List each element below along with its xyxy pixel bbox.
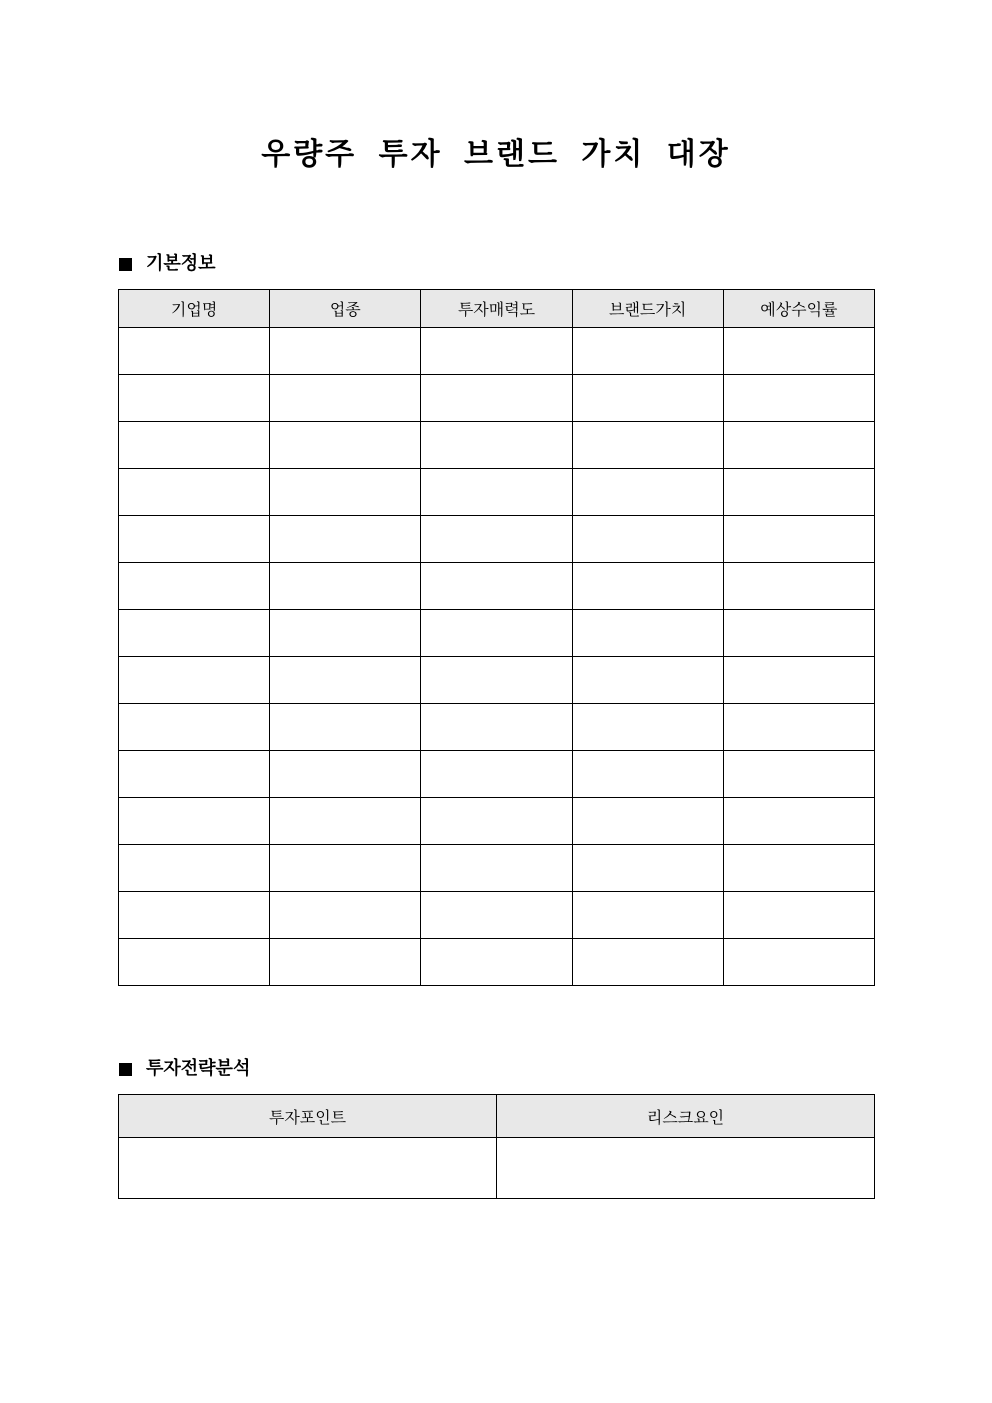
table-cell[interactable] [723,516,874,563]
table-row [119,751,875,798]
table-cell[interactable] [572,375,723,422]
table-cell[interactable] [270,845,421,892]
table-cell[interactable] [270,657,421,704]
table-cell[interactable] [723,375,874,422]
table-cell[interactable] [723,704,874,751]
table-cell[interactable] [723,845,874,892]
column-header: 업종 [270,290,421,328]
table-cell[interactable] [723,422,874,469]
column-header: 투자매력도 [421,290,572,328]
strategy-table [118,1094,875,1199]
table-header-row [119,1095,875,1138]
table-cell[interactable] [421,798,572,845]
table-cell[interactable] [572,469,723,516]
section-heading-basic-info [119,252,216,276]
column-header: 투자포인트 [119,1095,497,1138]
table-cell[interactable] [270,939,421,986]
table-cell[interactable] [270,704,421,751]
table-cell[interactable] [270,610,421,657]
table-cell[interactable] [572,657,723,704]
table-cell[interactable] [421,845,572,892]
table-cell[interactable] [119,1138,497,1199]
section-heading-strategy [119,1057,250,1081]
table-row [119,798,875,845]
table-cell[interactable] [421,563,572,610]
table-cell[interactable] [270,751,421,798]
table-row [119,469,875,516]
table-cell[interactable] [119,751,270,798]
table-cell[interactable] [572,939,723,986]
table-header-row [119,290,875,328]
table-cell[interactable] [421,892,572,939]
table-cell[interactable] [572,845,723,892]
column-header: 기업명 [119,290,270,328]
table-cell[interactable] [723,469,874,516]
table-cell[interactable] [119,939,270,986]
table-cell[interactable] [421,610,572,657]
table-cell[interactable] [723,751,874,798]
table-cell[interactable] [723,892,874,939]
square-bullet-icon [119,1063,132,1076]
table-cell[interactable] [421,328,572,375]
table-cell[interactable] [421,516,572,563]
table-row [119,892,875,939]
table-cell[interactable] [270,798,421,845]
table-cell[interactable] [119,422,270,469]
column-header: 브랜드가치 [572,290,723,328]
table-cell[interactable] [421,939,572,986]
table-row [119,1138,875,1199]
table-cell[interactable] [421,657,572,704]
table-cell[interactable] [421,422,572,469]
table-cell[interactable] [270,563,421,610]
table-cell[interactable] [421,751,572,798]
table-cell[interactable] [572,751,723,798]
table-cell[interactable] [497,1138,875,1199]
table-cell[interactable] [270,892,421,939]
table-row [119,422,875,469]
table-cell[interactable] [270,422,421,469]
table-cell[interactable] [421,375,572,422]
table-cell[interactable] [119,657,270,704]
table-cell[interactable] [572,892,723,939]
table-cell[interactable] [572,704,723,751]
table-row [119,704,875,751]
table-cell[interactable] [119,610,270,657]
table-cell[interactable] [572,328,723,375]
table-cell[interactable] [119,516,270,563]
table-row [119,328,875,375]
table-cell[interactable] [723,563,874,610]
table-cell[interactable] [572,422,723,469]
table-row [119,939,875,986]
table-cell[interactable] [119,563,270,610]
document-title: 우량주 투자 브랜드 가치 대장 [261,137,731,172]
table-cell[interactable] [723,798,874,845]
table-cell[interactable] [119,798,270,845]
basic-info-table [118,289,875,986]
table-row [119,610,875,657]
table-row [119,657,875,704]
table-cell[interactable] [119,328,270,375]
table-row [119,375,875,422]
table-cell[interactable] [723,657,874,704]
table-cell[interactable] [270,375,421,422]
table-row [119,563,875,610]
table-cell[interactable] [119,892,270,939]
table-cell[interactable] [119,704,270,751]
table-cell[interactable] [421,704,572,751]
table-cell[interactable] [723,610,874,657]
column-header: 예상수익률 [723,290,874,328]
table-cell[interactable] [572,610,723,657]
table-cell[interactable] [119,469,270,516]
table-row [119,845,875,892]
table-cell[interactable] [723,939,874,986]
table-cell[interactable] [119,845,270,892]
table-cell[interactable] [119,375,270,422]
table-cell[interactable] [270,328,421,375]
table-cell[interactable] [270,516,421,563]
table-cell[interactable] [572,516,723,563]
table-cell[interactable] [421,469,572,516]
section-heading-label: 투자전략분석 [146,1058,251,1079]
table-cell[interactable] [723,328,874,375]
table-row [119,516,875,563]
table-cell[interactable] [572,798,723,845]
column-header: 리스크요인 [497,1095,875,1138]
section-heading-label: 기본정보 [146,253,216,274]
square-bullet-icon [119,258,132,271]
table-cell[interactable] [270,469,421,516]
table-cell[interactable] [572,563,723,610]
